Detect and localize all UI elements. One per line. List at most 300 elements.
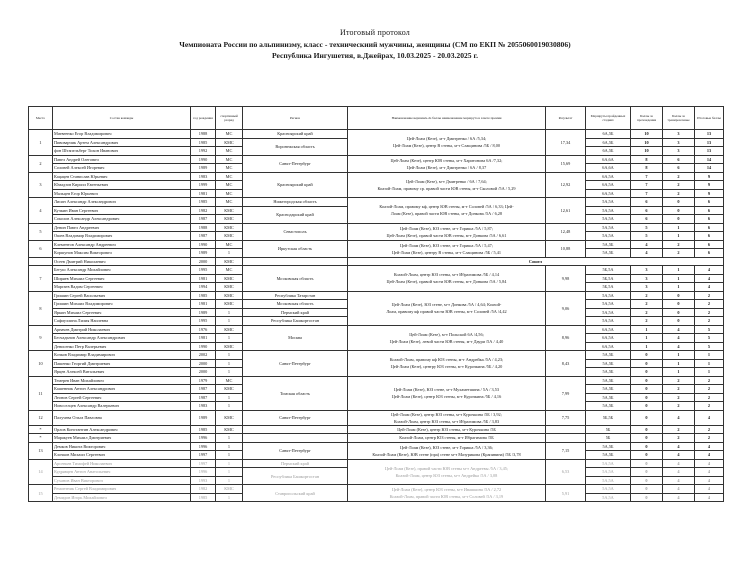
points-training: 1 (663, 274, 695, 283)
sport-rank: 1 (216, 334, 243, 343)
points-passed: 10 (631, 147, 663, 156)
sport-rank: 1 (216, 402, 243, 411)
sport-rank: МС (216, 376, 243, 385)
points-passed: 1 (631, 342, 663, 351)
total-points: 5 (695, 334, 724, 343)
route-categories: 5А,5А (586, 232, 631, 241)
points-training: 4 (663, 442, 695, 451)
member-name: Осеев Дмитрий Николаевич (53, 257, 191, 266)
points-training: 4 (663, 342, 695, 351)
sport-rank: КМС (216, 325, 243, 334)
region-cell: Пермский край (243, 308, 348, 317)
region-cell: Иркутская область (243, 240, 348, 257)
result-cell: 9,98 (546, 266, 586, 292)
points-passed: 0 (631, 451, 663, 460)
total-points: 6 (695, 240, 724, 249)
place-cell: 4 (29, 198, 53, 224)
birth-year: 1985 (191, 425, 216, 434)
sport-rank: КМС (216, 138, 243, 147)
total-points: 2 (695, 308, 724, 317)
sport-rank: КМС (216, 300, 243, 309)
birth-year: 1983 (191, 172, 216, 181)
result-cell: 7,75 (546, 410, 586, 425)
member-name: Гришин Михаил Владимирович (53, 300, 191, 309)
birth-year: 1990 (191, 155, 216, 164)
col-header: Баллы за тренировочные (663, 107, 695, 130)
route-categories: 5А,5Б (586, 351, 631, 360)
member-name: Леонов Сергей Сергеевич (53, 393, 191, 402)
region-cell: Санкт-Петербург (243, 442, 348, 459)
sport-rank: КМС (216, 425, 243, 434)
member-name: Демков Никита Викторович (53, 442, 191, 451)
region-cell: Красноярский край (243, 172, 348, 198)
points-passed: 2 (631, 291, 663, 300)
sport-rank: КМС (216, 410, 243, 425)
points-training: 4 (663, 325, 695, 334)
member-name: Клочков Михаил Сергеевич (53, 451, 191, 460)
table-row (29, 376, 724, 385)
route-cell: Цей-Лоам (Кезе), м-т Польской 6А /4,56; Цей-Лоам (Кезе), левой части ЮВ стены, м-т Даури /5А / 4,40 (348, 325, 546, 351)
total-points: 4 (695, 410, 724, 425)
total-points: 1 (695, 368, 724, 377)
points-passed: 7 (631, 181, 663, 190)
birth-year: 1990 (191, 240, 216, 249)
points-passed: 7 (631, 172, 663, 181)
route-cell: Цей-Лоам (Кезе), центр ЮЗ стены, м-т Ивашкина /5А / 2,72 Коазой-Лоам, правой части ЮВ стены, м-т Соловей /5А / 3,19 (348, 485, 546, 502)
route-cell: Цей-Лоам (Кезе), м-т Дмитренко / 6А /5,34; Цей-Лоам (Кезе), центр В стены, м-т Слащинова /5Б / 8,00 (348, 130, 546, 156)
route-categories: 5А,5Б (586, 393, 631, 402)
member-name: Матвеенко Егор Владимирович (53, 130, 191, 139)
table-row (29, 410, 724, 425)
points-passed: 0 (631, 442, 663, 451)
result-cell (546, 434, 586, 443)
route-categories: 5Б,5Б (586, 410, 631, 425)
points-training: 1 (663, 266, 695, 275)
points-passed: 2 (631, 300, 663, 309)
sport-rank: МС (216, 181, 243, 190)
sport-rank: КМС (216, 274, 243, 283)
route-cell: Цей-Лоам (Кезе), центр ЮЗ стены, м-т Курочкина /5Б / 3,92; Коазой-Лоам, центр ЮЗ стены, м-т Ибрагимова /5Б / 3,83 (348, 410, 546, 425)
route-cell: Коазой-Лоам, правому кф, центр ЮВ стены, м-т Соловей /5А / 6,33; Цей- Лоам (Кезе), правой части ЮВ стены, м-т Донкова /5А / 6,28 (348, 198, 546, 224)
points-passed: 0 (631, 476, 663, 485)
sport-rank: 1 (216, 476, 243, 485)
sport-rank: МС (216, 164, 243, 173)
table-row (29, 266, 724, 275)
total-points: 4 (695, 476, 724, 485)
place-cell (29, 257, 53, 266)
points-passed: 0 (631, 385, 663, 394)
points-passed: 0 (631, 376, 663, 385)
points-training: 4 (663, 476, 695, 485)
points-passed: 3 (631, 274, 663, 283)
result-cell: 10,88 (546, 240, 586, 257)
points-passed: 2 (631, 308, 663, 317)
member-name: Орлов Константин Александрович (53, 425, 191, 434)
place-cell: 9 (29, 325, 53, 351)
region-cell: Томская область (243, 376, 348, 410)
birth-year: 1979 (191, 376, 216, 385)
region-cell: Московская область (243, 266, 348, 292)
total-points: 4 (695, 468, 724, 477)
points-training: 4 (663, 334, 695, 343)
total-points: 4 (695, 485, 724, 494)
route-cell: Коазой-Лоам, правому кф ЮЗ стены, м-т Андрейка /5А / 4,23; Цей-Лоам (Кезе), центру ЮЗ стены, м-т Курочкина /5Б / 4,20 (348, 351, 546, 377)
birth-year: 2002 (191, 351, 216, 360)
points-training: 3 (663, 130, 695, 139)
birth-year: 1994 (191, 283, 216, 292)
member-name: Пивоварчик Артем Александрович (53, 138, 191, 147)
table-row (29, 351, 724, 360)
sport-rank: КМС (216, 291, 243, 300)
birth-year: 1995 (191, 317, 216, 326)
member-name: Темерев Иван Михайлович (53, 376, 191, 385)
birth-year: 2000 (191, 359, 216, 368)
birth-year: 1981 (191, 274, 216, 283)
sport-rank: 1 (216, 393, 243, 402)
sport-rank: КМС (216, 223, 243, 232)
result-cell: 17,34 (546, 130, 586, 156)
route-categories: 6А,5А (586, 325, 631, 334)
points-training: 2 (663, 172, 695, 181)
table-row (29, 459, 724, 468)
table-row (29, 434, 724, 443)
sport-rank: 1 (216, 493, 243, 502)
total-points: 2 (695, 300, 724, 309)
member-name: Ширяев Михаил Сергеевич (53, 274, 191, 283)
route-categories: 5А,5А (586, 300, 631, 309)
points-training: 2 (663, 402, 695, 411)
sport-rank: МС (216, 266, 243, 275)
birth-year: 1985 (191, 138, 216, 147)
region-cell: Республика Татарстан (243, 291, 348, 300)
route-categories: 5Б,5А (586, 274, 631, 283)
result-cell: 9,06 (546, 291, 586, 325)
member-name: Юмадзов Кирилл Евгеньевич (53, 181, 191, 190)
region-cell: Республика Башкортостан (243, 317, 348, 326)
points-passed: 5 (631, 232, 663, 241)
total-points: 1 (695, 359, 724, 368)
sport-rank: КМС (216, 485, 243, 494)
birth-year: 1982 (191, 485, 216, 494)
sport-rank: 1 (216, 249, 243, 258)
total-points: 4 (695, 459, 724, 468)
birth-year: 1997 (191, 451, 216, 460)
withdrawn-row (29, 257, 724, 266)
birth-year: 1989 (191, 410, 216, 425)
result-cell: 5,91 (546, 485, 586, 502)
total-points: 2 (695, 402, 724, 411)
points-training: 2 (663, 376, 695, 385)
route-categories: 5А,5А (586, 215, 631, 224)
points-passed: 0 (631, 425, 663, 434)
points-passed: 6 (631, 198, 663, 207)
birth-year: 1989 (191, 164, 216, 173)
route-categories: 5А,5Б (586, 385, 631, 394)
table-row (29, 442, 724, 451)
points-passed: 8 (631, 155, 663, 164)
points-training: 0 (663, 300, 695, 309)
route-categories: 5А,5А (586, 291, 631, 300)
member-name: Ярцев Алексей Витальевич (53, 368, 191, 377)
place-cell: 10 (29, 351, 53, 377)
result-cell: 15,69 (546, 155, 586, 172)
birth-year: 1981 (191, 189, 216, 198)
total-points: 2 (695, 376, 724, 385)
points-training: 4 (663, 459, 695, 468)
total-points: 13 (695, 130, 724, 139)
points-training: 0 (663, 206, 695, 215)
total-points: 6 (695, 198, 724, 207)
points-passed: 0 (631, 393, 663, 402)
region-cell: Республика Башкортостан (243, 468, 348, 485)
points-training: 1 (663, 359, 695, 368)
place-cell: 12 (29, 410, 53, 425)
member-name: Яркин Михаил Сергеевич (53, 308, 191, 317)
total-points: 9 (695, 189, 724, 198)
route-categories: 5А,5А (586, 485, 631, 494)
col-header: Маршруты пройденных стадиях (586, 107, 631, 130)
region-cell: Краснодарский край (243, 206, 348, 223)
points-training: 3 (663, 147, 695, 156)
member-name: Бегуш Александр Михайлович (53, 266, 191, 275)
birth-year: 1981 (191, 334, 216, 343)
member-name: Кочков Владимир Владимирович (53, 351, 191, 360)
route-categories: 5А,5Б (586, 376, 631, 385)
birth-year: 2000 (191, 257, 216, 266)
total-points: 4 (695, 266, 724, 275)
region-cell (243, 257, 348, 266)
member-name: Суханов Иван Викторович (53, 476, 191, 485)
region-cell: Красноярский край (243, 130, 348, 139)
region-cell: Санкт-Петербург (243, 410, 348, 425)
total-points: 6 (695, 232, 724, 241)
birth-year: 1985 (191, 493, 216, 502)
member-name: Кацацев Станислав Юрьевич (53, 172, 191, 181)
sport-rank: 1 (216, 351, 243, 360)
member-name: Маракуев Михаил Дмитриевич (53, 434, 191, 443)
route-cell: Цей-Лоам (Кезе), ЮЗ стене, м-т Мухаметшина / 5А / 3,53 Цей-Лоам (Кезе), центр ЮЗ стены, м-т Курочкина /5Б / 4,16 (348, 376, 546, 410)
points-passed: 0 (631, 402, 663, 411)
birth-year: 1989 (191, 308, 216, 317)
region-cell (243, 425, 348, 434)
route-categories: 5А,5А (586, 223, 631, 232)
points-passed: 3 (631, 283, 663, 292)
points-training: 4 (663, 410, 695, 425)
place-cell: 15 (29, 485, 53, 502)
sport-rank: МС (216, 155, 243, 164)
birth-year: 1985 (191, 291, 216, 300)
col-header: Место (29, 107, 53, 130)
birth-year: 1995 (191, 266, 216, 275)
route-cell: Цей-Лоам (Кезе), центр ЮВ стены, м-т Харитонова 6А /7,32; Цей-Лоам (Кезе), м-т Дмитренко / 6А / 8,37 (348, 155, 546, 172)
points-passed: 7 (631, 189, 663, 198)
place-cell: 5 (29, 223, 53, 240)
region-cell: Пермский край (243, 459, 348, 468)
total-points: 6 (695, 223, 724, 232)
table-row (29, 198, 724, 207)
member-name: Денин Павел Андреевич (53, 223, 191, 232)
total-points: 2 (695, 425, 724, 434)
route-categories: 5А,5А (586, 317, 631, 326)
total-points: 2 (695, 385, 724, 394)
total-points: 4 (695, 442, 724, 451)
route-cell: Цей-Лоам (Кезе), ЮЗ стене, м-т Донкова /5А / 4,64; Коазой- Лоам, правому кф правой части ЮВ стены, м-т Соловей /5А /4,42 (348, 291, 546, 325)
sport-rank: 1 (216, 442, 243, 451)
points-training: 4 (663, 451, 695, 460)
col-header: Регион (243, 107, 348, 130)
results-body (29, 130, 724, 502)
points-passed: 4 (631, 249, 663, 258)
birth-year: 1992 (191, 147, 216, 156)
birth-year: 1996 (191, 442, 216, 451)
route-cell: Цей-Лоам (Кезе), ЮЗ стене, м-т Гориша /5А / 5,47; Цей-Лоам (Кезе), центру В стены, м-т Слащинова /5Б / 5,41 (348, 240, 546, 257)
region-cell: Санкт-Петербург (243, 155, 348, 172)
table-row (29, 325, 724, 334)
member-name: Гришин Сергей Васильевич (53, 291, 191, 300)
place-cell: 11 (29, 376, 53, 410)
col-header: Баллы за прохождения (631, 107, 663, 130)
points-passed: 3 (631, 266, 663, 275)
birth-year: 1996 (191, 468, 216, 477)
withdrawn-label: Сошел (348, 257, 724, 266)
points-passed: 0 (631, 468, 663, 477)
member-name: фон Штапельберг Тихон Иванович (53, 147, 191, 156)
birth-year: 1987 (191, 215, 216, 224)
route-categories: 5А,5Б (586, 442, 631, 451)
place-cell: 6 (29, 240, 53, 257)
route-categories: 5А,5Б (586, 402, 631, 411)
member-name: Бесчадьнов Александр Александрович (53, 334, 191, 343)
route-categories: 5А,5А (586, 206, 631, 215)
venue-dates: Республика Ингушетия, в.Джейрах, 10.03.2025 - 20.03.2025 г. (271, 51, 478, 60)
total-points: 4 (695, 451, 724, 460)
total-points: 5 (695, 342, 724, 351)
col-header: спортивный разряд (216, 107, 243, 130)
points-training: 2 (663, 249, 695, 258)
member-name: Коршунов Максим Викторович (53, 249, 191, 258)
sport-rank: КМС (216, 283, 243, 292)
member-name: Маргаев Вадим Сергеевич (53, 283, 191, 292)
route-categories: 6А,6А (586, 155, 631, 164)
points-passed: 0 (631, 485, 663, 494)
route-cell: Цей-Лоам (Кезе), ЮЗ стене, м-т Гориша /5А / 3,36; Коазой-Лоам (Кезе), ЮВ стене (пра) стене м-т Мазурикова (Крапивина) /5Б /3,78 (348, 442, 546, 459)
protocol-page (0, 28, 750, 573)
place-cell: 7 (29, 266, 53, 292)
result-cell: 8,43 (546, 351, 586, 377)
points-passed: 10 (631, 130, 663, 139)
route-categories: 5А,5А (586, 308, 631, 317)
result-cell: 6,53 (546, 459, 586, 485)
sport-rank: 1 (216, 368, 243, 377)
route-categories: 5А,5А (586, 476, 631, 485)
points-training: 1 (663, 232, 695, 241)
sport-rank: МС (216, 172, 243, 181)
points-training: 4 (663, 468, 695, 477)
route-cell: Цей-Лоам (Кезе), центр ЮЗ стены, м-т Курочкина /5Б (348, 425, 546, 434)
points-training: 1 (663, 351, 695, 360)
route-cell: Коазой-Лоам, центр ЮЗ стены, м-т Ибрагимова /5Б (348, 434, 546, 443)
member-name: Павел Андрей Олегович (53, 155, 191, 164)
points-passed: 6 (631, 215, 663, 224)
points-passed: 8 (631, 164, 663, 173)
birth-year: 1993 (191, 476, 216, 485)
route-categories: 5Б (586, 425, 631, 434)
points-passed: 0 (631, 459, 663, 468)
route-categories: 5Б (586, 434, 631, 443)
birth-year: 1981 (191, 300, 216, 309)
points-training: 2 (663, 425, 695, 434)
points-training: 2 (663, 393, 695, 402)
region-cell: Воронежская область (243, 138, 348, 155)
birth-year: 1990 (191, 342, 216, 351)
region-cell (243, 434, 348, 443)
route-categories: 6А,5Б (586, 147, 631, 156)
member-name: Ошев Владимир Владимирович (53, 232, 191, 241)
region-cell: Ставропольский край (243, 485, 348, 502)
route-categories: 5А,5Б (586, 359, 631, 368)
col-header: Состав команды (53, 107, 191, 130)
place-cell: 3 (29, 172, 53, 198)
points-training: 0 (663, 215, 695, 224)
birth-year: 1987 (191, 232, 216, 241)
birth-year: 1987 (191, 393, 216, 402)
total-points: 9 (695, 172, 724, 181)
route-cell: Цей-Лоам (Кезе), м-т Дмитренко / 6А / 7,64; Коазой-Лоам, правому ср. правой части ЮВ стены, м-т Сколовой /5А / 5,29 (348, 172, 546, 198)
points-passed: 1 (631, 334, 663, 343)
member-name: Кучкин Иван Сергеевич (53, 206, 191, 215)
route-categories: 6А,5Б (586, 138, 631, 147)
total-points: 9 (695, 181, 724, 190)
points-passed: 6 (631, 206, 663, 215)
member-name: Палучева Ольга Павловна (53, 410, 191, 425)
championship-title: Чемпионата России по альпинизму, класс - техническиий мужчины, женщины (СМ по ЕКП № 2055060019030806) (179, 40, 571, 49)
region-cell: Московская область (243, 300, 348, 309)
sport-rank: 1 (216, 451, 243, 460)
sport-rank: МС (216, 189, 243, 198)
total-points: 6 (695, 249, 724, 258)
table-row (29, 172, 724, 181)
member-name: Кудрявцев Антон Анатольевич (53, 468, 191, 477)
table-header-row (29, 107, 724, 130)
sport-rank: 1 (216, 308, 243, 317)
points-training: 0 (663, 291, 695, 300)
place-cell: * (29, 434, 53, 443)
total-points: 13 (695, 138, 724, 147)
route-categories: 5А,5Б (586, 451, 631, 460)
points-passed: 0 (631, 368, 663, 377)
place-cell: 14 (29, 459, 53, 485)
total-points: 2 (695, 291, 724, 300)
place-cell: 2 (29, 155, 53, 172)
route-categories: 5А,5Б (586, 368, 631, 377)
total-points: 4 (695, 274, 724, 283)
table-row (29, 485, 724, 494)
total-points: 14 (695, 164, 724, 173)
route-categories: 6А,5А (586, 181, 631, 190)
birth-year: 2000 (191, 368, 216, 377)
points-training: 0 (663, 308, 695, 317)
total-points: 13 (695, 147, 724, 156)
sport-rank: МС (216, 240, 243, 249)
total-points: 6 (695, 215, 724, 224)
points-training: 2 (663, 385, 695, 394)
points-passed: 1 (631, 325, 663, 334)
place-cell: * (29, 425, 53, 434)
points-training: 4 (663, 493, 695, 502)
member-name: Демидов Игорь Михайлович (53, 493, 191, 502)
region-cell: Санкт-Петербург (243, 351, 348, 377)
result-cell: 12,61 (546, 198, 586, 224)
